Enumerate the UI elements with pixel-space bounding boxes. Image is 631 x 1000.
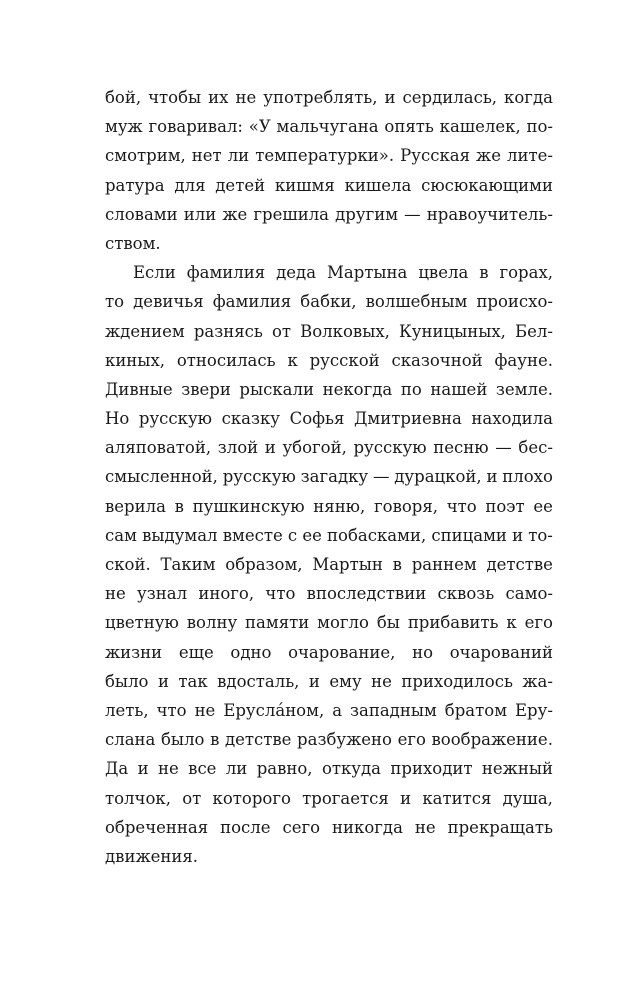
word: —: [495, 438, 512, 458]
word: его: [524, 613, 553, 633]
text-line: [105, 112, 553, 141]
word: и: [137, 759, 149, 779]
word: и: [384, 88, 396, 107]
text-line: [105, 83, 553, 112]
word: земле.: [495, 379, 553, 399]
word: горах,: [499, 263, 553, 283]
word: происхо-: [476, 292, 553, 312]
word: не: [105, 584, 126, 604]
word: аляповатой,: [105, 438, 212, 458]
word: Мартын: [312, 555, 383, 574]
word: волшебным: [365, 292, 468, 312]
word: узнал: [137, 584, 188, 604]
word: сам: [105, 525, 137, 545]
word: нашей: [430, 379, 488, 399]
word: сего: [282, 817, 321, 837]
word: верила: [105, 496, 166, 516]
word: ли: [225, 759, 248, 779]
word: очарование,: [288, 642, 396, 662]
word: спицами: [431, 525, 507, 545]
word: после: [220, 817, 271, 837]
word: лите-: [507, 146, 553, 166]
word: и: [157, 671, 169, 691]
word: в: [479, 263, 489, 283]
word: разбужено: [297, 730, 392, 750]
word: все: [188, 759, 217, 779]
text-line: [105, 287, 553, 316]
word: движения.: [105, 846, 199, 866]
word: в: [210, 730, 220, 750]
word: от: [271, 321, 292, 341]
word: Дмитриевна: [354, 409, 462, 429]
word: не: [158, 759, 179, 779]
word: употреблять,: [263, 88, 378, 107]
word: жизни: [105, 642, 163, 662]
word: их: [208, 88, 229, 107]
word: приходит: [390, 759, 473, 779]
text-line: [105, 462, 553, 491]
word: ской.: [105, 555, 151, 574]
word: пушкинскую: [192, 496, 305, 516]
word: —: [372, 467, 390, 487]
word: было: [105, 671, 149, 691]
word: по-: [526, 117, 553, 137]
word: обреченная: [105, 817, 209, 837]
word: ему: [329, 671, 362, 691]
word: что: [446, 496, 477, 516]
word: ством.: [105, 233, 161, 253]
word: русскую: [138, 409, 213, 429]
word: песню: [433, 438, 489, 458]
text-line: [105, 258, 553, 287]
word: когда: [504, 88, 553, 107]
word: Если: [133, 263, 176, 283]
text-line: [105, 638, 553, 667]
word: ждением: [105, 321, 185, 341]
word: ее: [533, 496, 553, 516]
word: бы: [376, 613, 400, 633]
word: Дивные: [105, 379, 173, 399]
word: же: [476, 146, 501, 166]
word: муж: [105, 117, 143, 137]
word: чтобы: [148, 88, 202, 107]
text-line: [105, 229, 553, 258]
word: Еруслáном,: [223, 700, 325, 720]
word: русскую: [222, 467, 296, 487]
word: одно: [230, 642, 272, 662]
word: бес-: [518, 438, 553, 458]
word: и: [264, 438, 276, 458]
word: относилась: [176, 350, 276, 370]
word: словами: [105, 204, 178, 224]
word: было: [161, 730, 205, 750]
word: поэт: [485, 496, 525, 516]
word: которого: [212, 788, 291, 808]
word: злой: [217, 438, 259, 458]
word: звери: [181, 379, 231, 399]
word: смысленной,: [105, 467, 218, 487]
text-line: [105, 784, 553, 813]
word: к: [506, 613, 517, 633]
word: смотрим,: [105, 146, 186, 166]
word: в: [174, 496, 184, 516]
word: нет: [191, 146, 222, 166]
word: раннем: [411, 555, 477, 574]
word: плохо: [502, 467, 553, 487]
word: побасками,: [327, 525, 427, 545]
word: вместе: [222, 525, 283, 545]
text-line: [105, 433, 553, 462]
word: а: [332, 700, 343, 720]
word: Но: [105, 409, 130, 429]
text-line: [105, 375, 553, 404]
word: леть,: [105, 700, 149, 720]
text-line: [105, 404, 553, 433]
word: загадку: [300, 467, 369, 487]
text-line: [105, 141, 553, 170]
word: ратура: [105, 175, 165, 195]
word: сквозь: [437, 584, 495, 604]
word: дурацкой,: [394, 467, 482, 487]
word: фауне.: [494, 350, 553, 370]
word: некогда: [322, 379, 393, 399]
word: нежный: [481, 759, 553, 779]
word: прекращать: [447, 817, 553, 837]
word: и: [512, 525, 524, 545]
word: что: [156, 700, 187, 720]
word: рыскали: [239, 379, 314, 399]
word: Куницыных,: [399, 321, 506, 341]
word: сюсюкающими: [421, 175, 553, 195]
word: жа-: [522, 671, 553, 691]
word: или: [183, 204, 217, 224]
word: же: [222, 204, 248, 224]
word: и: [486, 467, 498, 487]
word: Волковых,: [300, 321, 390, 341]
text-line: [105, 200, 553, 229]
word: его: [397, 730, 426, 750]
word: Еру-: [515, 700, 553, 720]
word: «У: [248, 117, 271, 137]
word: памяти: [245, 613, 310, 633]
text-line: [105, 492, 553, 521]
text-line: [105, 667, 553, 696]
word: говаривал:: [148, 117, 243, 137]
word: нравоучитель-: [426, 204, 553, 224]
word: по: [400, 379, 422, 399]
word: находила: [471, 409, 553, 429]
word: откуда: [321, 759, 382, 779]
word: сказочной: [391, 350, 483, 370]
word: Русская: [400, 146, 471, 166]
word: Мартына: [326, 263, 408, 283]
word: ее: [302, 525, 322, 545]
word: очарований: [449, 642, 553, 662]
word: Да: [105, 759, 129, 779]
word: толчок,: [105, 788, 171, 808]
text-line: [105, 725, 553, 754]
text-line: [105, 579, 553, 608]
word: кишела: [344, 175, 412, 195]
word: но: [412, 642, 434, 662]
word: сердилась,: [402, 88, 498, 107]
word: образом,: [225, 555, 303, 574]
word: в: [392, 555, 402, 574]
word: равно,: [256, 759, 313, 779]
word: западным: [350, 700, 437, 720]
word: и: [308, 671, 320, 691]
word: русской: [309, 350, 380, 370]
word: никогда: [332, 817, 403, 837]
word: детей: [215, 175, 266, 195]
word: и: [400, 788, 412, 808]
word: впоследствии: [306, 584, 427, 604]
word: не: [414, 817, 436, 837]
word: душа,: [502, 788, 553, 808]
word: не: [235, 88, 257, 107]
word: детстве: [486, 555, 553, 574]
word: выдумал: [142, 525, 218, 545]
word: сказку: [221, 409, 281, 429]
word: прибавить: [407, 613, 499, 633]
word: так: [178, 671, 208, 691]
word: могло: [317, 613, 369, 633]
word: убогой,: [282, 438, 347, 458]
word: то: [105, 292, 125, 312]
word: бой,: [105, 88, 142, 107]
word: то-: [528, 525, 553, 545]
word: братом: [444, 700, 508, 720]
word: цвела: [418, 263, 469, 283]
word: говоря,: [373, 496, 439, 516]
word: киных,: [105, 350, 165, 370]
word: другим: [335, 204, 399, 224]
word: еще: [178, 642, 214, 662]
word: не: [194, 700, 216, 720]
word: слана: [105, 730, 156, 750]
text-line: [105, 346, 553, 375]
word: грешила: [253, 204, 330, 224]
word: детстве: [224, 730, 292, 750]
word: не: [371, 671, 392, 691]
text-line: [105, 842, 553, 871]
word: температурки».: [255, 146, 395, 166]
word: кишмя: [274, 175, 335, 195]
text-line: [105, 754, 553, 783]
word: само-: [505, 584, 553, 604]
word: —: [404, 204, 421, 224]
word: что: [265, 584, 296, 604]
word: цветную: [105, 613, 179, 633]
word: фамилия: [186, 263, 266, 283]
word: воображение.: [431, 730, 553, 750]
text-line: [105, 171, 553, 200]
word: трогается: [302, 788, 389, 808]
word: девичья: [133, 292, 204, 312]
word: с: [287, 525, 298, 545]
body-text: [105, 83, 553, 871]
word: волну: [186, 613, 238, 633]
text-line: [105, 550, 553, 579]
word: опять: [384, 117, 434, 137]
text-line: [105, 696, 553, 725]
word: иного,: [198, 584, 255, 604]
word: кашелек,: [439, 117, 521, 137]
word: приходилось: [401, 671, 513, 691]
word: Софья: [289, 409, 345, 429]
word: Бел-: [515, 321, 553, 341]
word: от: [182, 788, 202, 808]
text-line: [105, 813, 553, 842]
word: бабки,: [300, 292, 357, 312]
text-line: [105, 521, 553, 550]
text-line: [105, 317, 553, 346]
word: разнясь: [193, 321, 263, 341]
word: к: [287, 350, 298, 370]
word: фамилия: [212, 292, 292, 312]
word: катится: [422, 788, 492, 808]
word: деда: [276, 263, 317, 283]
word: вдосталь,: [217, 671, 300, 691]
word: для: [174, 175, 206, 195]
word: мальчугана: [276, 117, 379, 137]
word: няню,: [313, 496, 366, 516]
text-line: [105, 608, 553, 637]
word: русскую: [353, 438, 427, 458]
word: Таким: [160, 555, 216, 574]
word: ли: [227, 146, 250, 166]
